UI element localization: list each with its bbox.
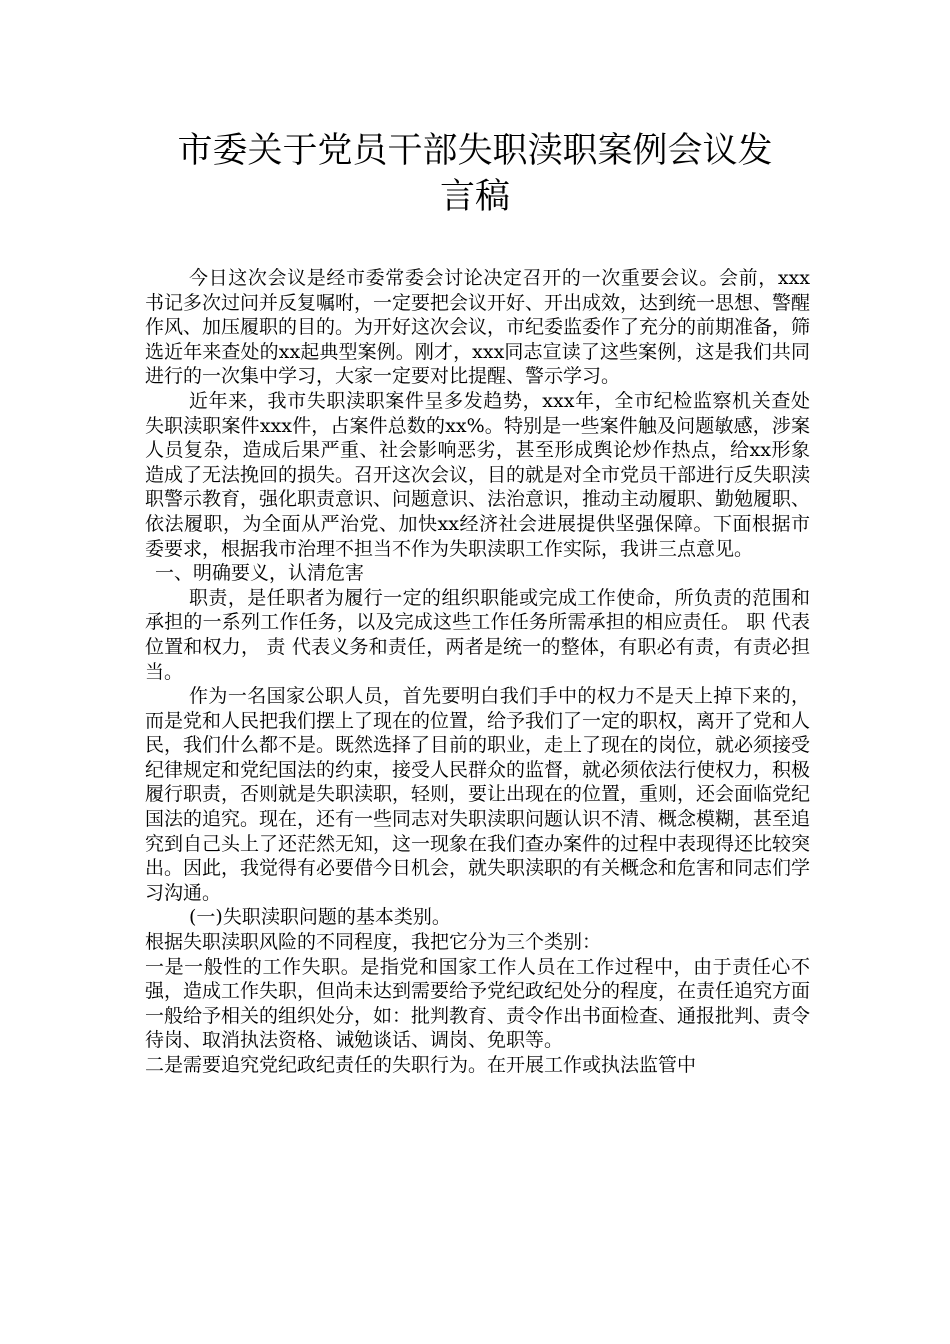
document-title [100,128,850,220]
paragraph: 一是一般性的工作失职。是指党和国家工作人员在工作过程中，由于责任心不强，造成工作失职，但尚未达到需要给予党纪政纪处分的程度，在责任追究方面一般给予相关的组织处分，如：批判教育、责令作出书面检查、通报批判、责令待岗、取消执法资格、诫勉谈话、调岗、免职等。 [145,955,811,1052]
paragraph: 今日这次会议是经市委常委会讨论决定召开的一次重要会议。会前，xxx书记多次过问并反复嘱咐，一定要把会议开好、开出成效，达到统一思想、警醒作风、加压履职的目的。为开好这次会议，市纪委监委作了充分的前期准备，筛选近年来查处的xx起典型案例。刚才，xxx同志宣读了这些案例，这是我们共同进行的一次集中学习，大家一定要对比提醒、警示学习。 [145,267,811,388]
paragraph: 二是需要追究党纪政纪责任的失职行为。在开展工作或执法监管中 [145,1054,697,1076]
paragraph: 根据失职渎职风险的不同程度，我把它分为三个类别： [145,931,602,954]
title-line-2: 言稿 [439,177,510,217]
paragraph: 职责，是任职者为履行一定的组织职能或完成工作使命，所负责的范围和承担的一系列工作任务，以及完成这些工作任务所需承担的相应责任。 职 代表位置和权力， 责 代表义务和责任，两者是统一的整体，有职必有责，有责必担当。 [145,586,810,683]
paragraph: 近年来，我市失职渎职案件呈多发趋势，xxx年，全市纪检监察机关查处失职渎职案件xxx件，占案件总数的xx%。特别是一些案件触及问题敏感，涉案人员复杂，造成后果严重、社会影响恶劣，甚至形成舆论炒作热点，给xx形象造成了无法挽回的损失。召开这次会议，目的就是对全市党员干部进行反失职渎职警示教育，强化职责意识、问题意识、法治意识，推动主动履职、勤勉履职、依法履职，为全面从严治党、加快xx经济社会进展提供坚强保障。下面根据市委要求，根据我市治理不担当不作为失职渎职工作实际，我讲三点意见。 [145,389,811,560]
subsection-heading: (一)失职渎职问题的基本类别。 [189,906,451,929]
section-heading: 一、明确要义，认清危害 [155,562,365,585]
title-line-1: 市委关于党员干部失职渎职案例会议发 [177,131,773,171]
paragraph: 作为一名国家公职人员，首先要明白我们手中的权力不是天上掉下来的，而是党和人民把我们摆上了现在的位置，给予我们了一定的职权，离开了党和人民，我们什么都不是。既然选择了目前的职业，走上了现在的岗位，就必须接受纪律规定和党纪国法的约束，接受人民群众的监督，就必须依法行使权力，积极履行职责，否则就是失职渎职，轻则，要让出现在的位置，重则，还会面临党纪国法的追究。现在，还有一些同志对失职渎职问题认识不清、概念模糊，甚至追究到自己头上了还茫然无知，这一现象在我们查办案件的过程中表现得还比较突出。因此，我觉得有必要借今日机会，就失职渎职的有关概念和危害和同志们学习沟通。 [145,685,811,904]
document-body [145,266,810,1078]
